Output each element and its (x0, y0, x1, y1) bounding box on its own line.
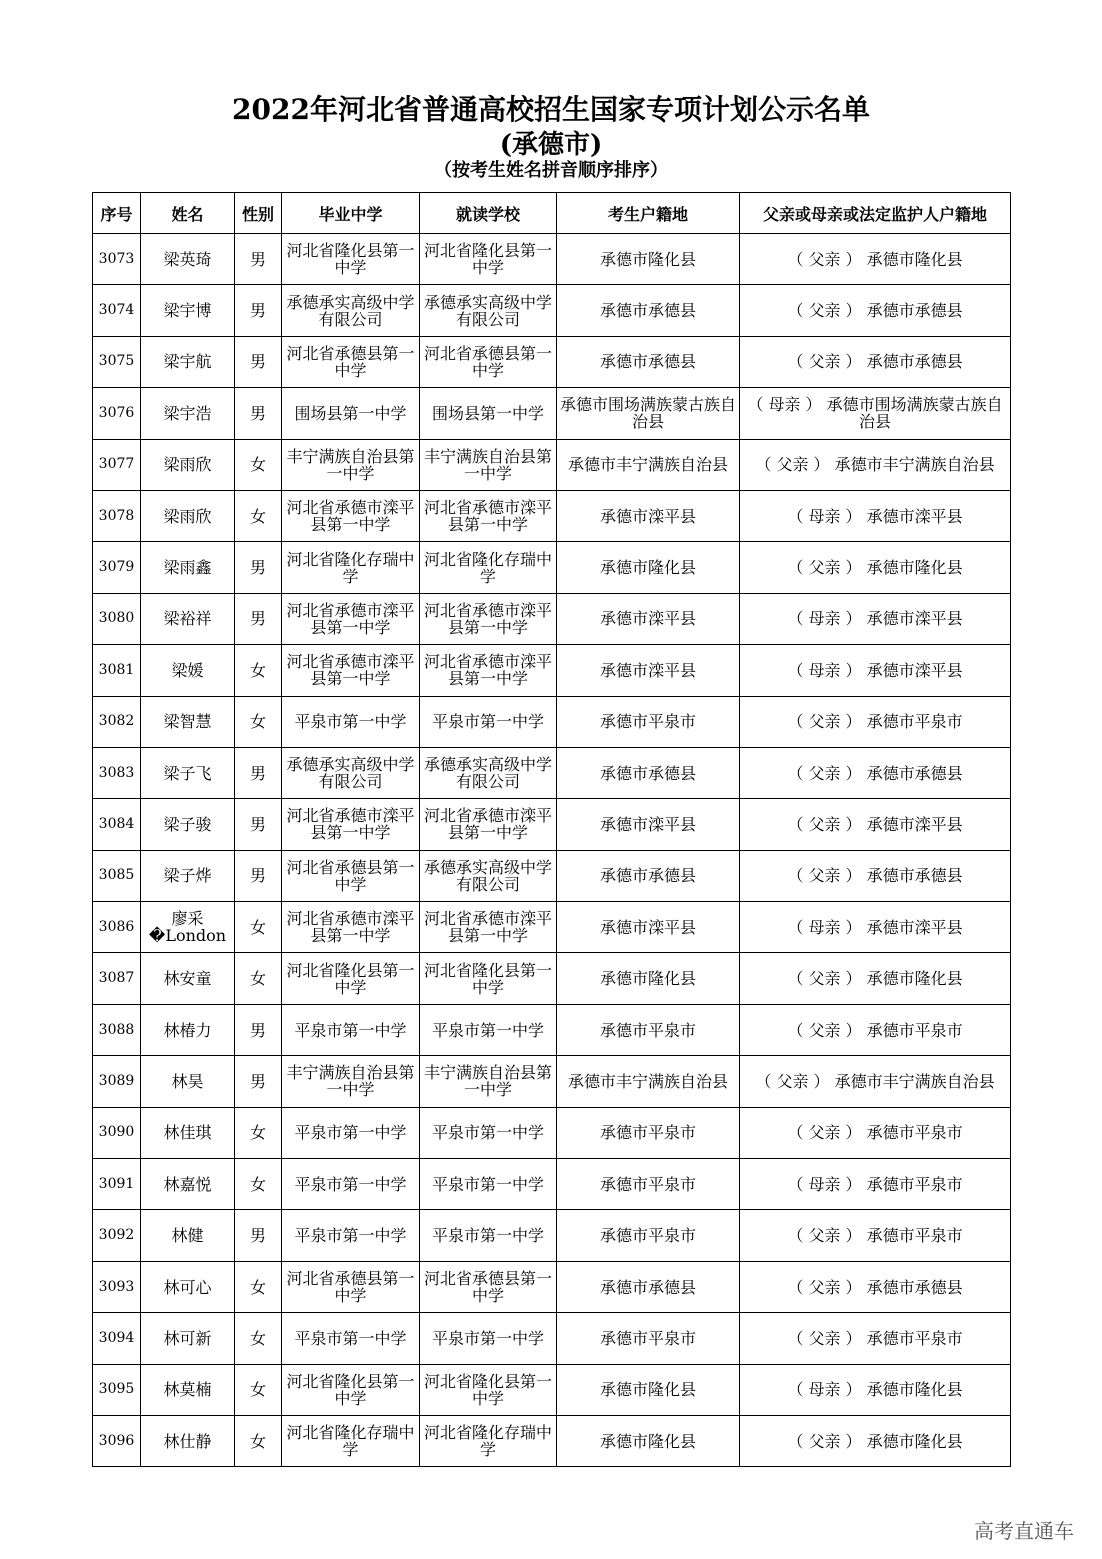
cell-guardian-residence: （ 父亲 ） 承德市平泉市 (740, 1107, 1011, 1158)
cell-name: 梁宇航 (141, 336, 235, 387)
cell-student-residence: 承德市平泉市 (557, 1004, 740, 1055)
cell-graduated-school: 平泉市第一中学 (282, 1004, 420, 1055)
cell-graduated-school: 河北省承德市滦平县第一中学 (282, 902, 420, 953)
cell-current-school: 河北省隆化存瑞中学 (420, 542, 557, 593)
cell-name: 林可新 (141, 1313, 235, 1364)
cell-gender: 男 (235, 799, 282, 850)
cell-index: 3076 (93, 388, 141, 439)
cell-index: 3093 (93, 1261, 141, 1312)
cell-name: 梁媛 (141, 645, 235, 696)
cell-current-school: 河北省承德市滦平县第一中学 (420, 799, 557, 850)
cell-index: 3074 (93, 285, 141, 336)
cell-student-residence: 承德市滦平县 (557, 593, 740, 644)
cell-current-school: 丰宁满族自治县第一中学 (420, 439, 557, 490)
table-row (93, 902, 1011, 953)
cell-gender: 男 (235, 1056, 282, 1107)
cell-index: 3083 (93, 747, 141, 798)
cell-student-residence: 承德市隆化县 (557, 542, 740, 593)
cell-student-residence: 承德市承德县 (557, 850, 740, 901)
table-row (93, 747, 1011, 798)
table-row (93, 439, 1011, 490)
cell-index: 3096 (93, 1415, 141, 1466)
cell-gender: 女 (235, 1313, 282, 1364)
cell-index: 3085 (93, 850, 141, 901)
cell-graduated-school: 承德承实高级中学有限公司 (282, 285, 420, 336)
cell-student-residence: 承德市隆化县 (557, 1364, 740, 1415)
cell-current-school: 河北省隆化县第一中学 (420, 953, 557, 1004)
cell-graduated-school: 平泉市第一中学 (282, 1159, 420, 1210)
cell-gender: 女 (235, 1364, 282, 1415)
cell-name: 林佳琪 (141, 1107, 235, 1158)
cell-gender: 男 (235, 336, 282, 387)
cell-current-school: 河北省隆化县第一中学 (420, 234, 557, 285)
table-row (93, 593, 1011, 644)
cell-guardian-residence: （ 父亲 ） 承德市隆化县 (740, 1415, 1011, 1466)
cell-name: 林椿力 (141, 1004, 235, 1055)
cell-guardian-residence: （ 父亲 ） 承德市丰宁满族自治县 (740, 1056, 1011, 1107)
cell-graduated-school: 河北省承德县第一中学 (282, 850, 420, 901)
header-cell-name: 姓名 (141, 193, 235, 234)
table-row (93, 1415, 1011, 1466)
cell-index: 3084 (93, 799, 141, 850)
cell-current-school: 河北省承德县第一中学 (420, 336, 557, 387)
cell-index: 3080 (93, 593, 141, 644)
cell-graduated-school: 河北省承德县第一中学 (282, 336, 420, 387)
cell-guardian-residence: （ 父亲 ） 承德市平泉市 (740, 1210, 1011, 1261)
header-cell-index: 序号 (93, 193, 141, 234)
cell-graduated-school: 河北省隆化县第一中学 (282, 1364, 420, 1415)
cell-current-school: 平泉市第一中学 (420, 1210, 557, 1261)
cell-gender: 男 (235, 285, 282, 336)
cell-name: 林仕静 (141, 1415, 235, 1466)
cell-index: 3079 (93, 542, 141, 593)
cell-graduated-school: 河北省隆化县第一中学 (282, 953, 420, 1004)
cell-guardian-residence: （ 父亲 ） 承德市承德县 (740, 1261, 1011, 1312)
cell-gender: 男 (235, 593, 282, 644)
cell-current-school: 平泉市第一中学 (420, 1159, 557, 1210)
cell-gender: 女 (235, 439, 282, 490)
cell-name: 梁宇浩 (141, 388, 235, 439)
table-row (93, 234, 1011, 285)
cell-index: 3095 (93, 1364, 141, 1415)
cell-index: 3089 (93, 1056, 141, 1107)
cell-guardian-residence: （ 母亲 ） 承德市隆化县 (740, 1364, 1011, 1415)
header-cell-student-residence: 考生户籍地 (557, 193, 740, 234)
cell-guardian-residence: （ 父亲 ） 承德市丰宁满族自治县 (740, 439, 1011, 490)
table-row (93, 696, 1011, 747)
cell-guardian-residence: （ 母亲 ） 承德市滦平县 (740, 490, 1011, 541)
cell-current-school: 平泉市第一中学 (420, 696, 557, 747)
cell-gender: 男 (235, 542, 282, 593)
cell-guardian-residence: （ 父亲 ） 承德市滦平县 (740, 799, 1011, 850)
cell-current-school: 河北省承德县第一中学 (420, 1261, 557, 1312)
cell-index: 3081 (93, 645, 141, 696)
cell-student-residence: 承德市平泉市 (557, 1107, 740, 1158)
cell-index: 3077 (93, 439, 141, 490)
cell-index: 3086 (93, 902, 141, 953)
cell-current-school: 丰宁满族自治县第一中学 (420, 1056, 557, 1107)
cell-gender: 男 (235, 747, 282, 798)
cell-index: 3087 (93, 953, 141, 1004)
cell-graduated-school: 河北省承德市滦平县第一中学 (282, 645, 420, 696)
table-row (93, 1364, 1011, 1415)
cell-student-residence: 承德市滦平县 (557, 799, 740, 850)
cell-index: 3088 (93, 1004, 141, 1055)
page-sort-note: （按考生姓名拼音顺序排序） (434, 160, 668, 181)
table-body (93, 234, 1011, 1467)
cell-current-school: 承德承实高级中学有限公司 (420, 850, 557, 901)
cell-name: 梁宇博 (141, 285, 235, 336)
cell-student-residence: 承德市平泉市 (557, 1313, 740, 1364)
cell-graduated-school: 平泉市第一中学 (282, 1107, 420, 1158)
cell-student-residence: 承德市平泉市 (557, 1159, 740, 1210)
cell-graduated-school: 河北省承德市滦平县第一中学 (282, 799, 420, 850)
cell-graduated-school: 平泉市第一中学 (282, 696, 420, 747)
table-row (93, 285, 1011, 336)
cell-graduated-school: 承德承实高级中学有限公司 (282, 747, 420, 798)
header-cell-gender: 性别 (235, 193, 282, 234)
cell-student-residence: 承德市滦平县 (557, 490, 740, 541)
cell-current-school: 河北省承德市滦平县第一中学 (420, 490, 557, 541)
cell-guardian-residence: （ 父亲 ） 承德市承德县 (740, 336, 1011, 387)
table-row (93, 1107, 1011, 1158)
cell-index: 3082 (93, 696, 141, 747)
watermark-text: 高考直通车 (974, 1519, 1074, 1543)
cell-student-residence: 承德市平泉市 (557, 1210, 740, 1261)
cell-gender: 女 (235, 1415, 282, 1466)
cell-graduated-school: 河北省承德县第一中学 (282, 1261, 420, 1312)
cell-index: 3078 (93, 490, 141, 541)
header-cell-current-school: 就读学校 (420, 193, 557, 234)
cell-graduated-school: 河北省隆化县第一中学 (282, 234, 420, 285)
table-row (93, 1313, 1011, 1364)
cell-current-school: 河北省隆化县第一中学 (420, 1364, 557, 1415)
table-row (93, 1210, 1011, 1261)
table-row (93, 1261, 1011, 1312)
table-row (93, 490, 1011, 541)
cell-name: 林莫楠 (141, 1364, 235, 1415)
cell-student-residence: 承德市承德县 (557, 336, 740, 387)
cell-student-residence: 承德市滦平县 (557, 645, 740, 696)
cell-name: 梁智慧 (141, 696, 235, 747)
header-cell-guardian-residence: 父亲或母亲或法定监护人户籍地 (740, 193, 1011, 234)
cell-graduated-school: 围场县第一中学 (282, 388, 420, 439)
roster-table (92, 192, 1011, 1467)
cell-guardian-residence: （ 母亲 ） 承德市滦平县 (740, 593, 1011, 644)
cell-graduated-school: 河北省承德市滦平县第一中学 (282, 490, 420, 541)
cell-student-residence: 承德市隆化县 (557, 234, 740, 285)
cell-gender: 男 (235, 1004, 282, 1055)
table-row (93, 1004, 1011, 1055)
cell-current-school: 围场县第一中学 (420, 388, 557, 439)
cell-current-school: 河北省承德市滦平县第一中学 (420, 593, 557, 644)
cell-graduated-school: 平泉市第一中学 (282, 1313, 420, 1364)
cell-guardian-residence: （ 母亲 ） 承德市滦平县 (740, 645, 1011, 696)
cell-name: 梁英琦 (141, 234, 235, 285)
cell-current-school: 河北省承德市滦平县第一中学 (420, 645, 557, 696)
cell-index: 3090 (93, 1107, 141, 1158)
cell-graduated-school: 河北省承德市滦平县第一中学 (282, 593, 420, 644)
cell-name: 林健 (141, 1210, 235, 1261)
table-header-row (93, 193, 1011, 234)
cell-index: 3094 (93, 1313, 141, 1364)
cell-index: 3075 (93, 336, 141, 387)
cell-name: 梁雨鑫 (141, 542, 235, 593)
cell-graduated-school: 河北省隆化存瑞中学 (282, 1415, 420, 1466)
cell-guardian-residence: （ 父亲 ） 承德市隆化县 (740, 234, 1011, 285)
table-row (93, 645, 1011, 696)
cell-name: 林嘉悦 (141, 1159, 235, 1210)
table-row (93, 799, 1011, 850)
cell-current-school: 承德承实高级中学有限公司 (420, 285, 557, 336)
table-row (93, 336, 1011, 387)
cell-student-residence: 承德市承德县 (557, 747, 740, 798)
cell-guardian-residence: （ 父亲 ） 承德市承德县 (740, 285, 1011, 336)
cell-guardian-residence: （ 父亲 ） 承德市平泉市 (740, 1313, 1011, 1364)
cell-guardian-residence: （ 父亲 ） 承德市承德县 (740, 850, 1011, 901)
cell-guardian-residence: （ 父亲 ） 承德市平泉市 (740, 696, 1011, 747)
cell-graduated-school: 平泉市第一中学 (282, 1210, 420, 1261)
cell-gender: 女 (235, 1159, 282, 1210)
cell-guardian-residence: （ 母亲 ） 承德市平泉市 (740, 1159, 1011, 1210)
cell-current-school: 平泉市第一中学 (420, 1107, 557, 1158)
cell-current-school: 平泉市第一中学 (420, 1004, 557, 1055)
cell-student-residence: 承德市平泉市 (557, 696, 740, 747)
cell-name: 梁子烨 (141, 850, 235, 901)
cell-gender: 男 (235, 234, 282, 285)
cell-student-residence: 承德市隆化县 (557, 1415, 740, 1466)
cell-gender: 女 (235, 645, 282, 696)
cell-graduated-school: 河北省隆化存瑞中学 (282, 542, 420, 593)
cell-index: 3091 (93, 1159, 141, 1210)
cell-gender: 女 (235, 902, 282, 953)
cell-student-residence: 承德市承德县 (557, 1261, 740, 1312)
cell-gender: 女 (235, 953, 282, 1004)
table-row (93, 388, 1011, 439)
cell-gender: 女 (235, 490, 282, 541)
cell-name: 梁雨欣 (141, 490, 235, 541)
cell-name: 梁子骏 (141, 799, 235, 850)
table-row (93, 850, 1011, 901)
cell-index: 3073 (93, 234, 141, 285)
cell-name: 林安童 (141, 953, 235, 1004)
cell-gender: 女 (235, 696, 282, 747)
cell-gender: 男 (235, 1210, 282, 1261)
cell-student-residence: 承德市隆化县 (557, 953, 740, 1004)
cell-guardian-residence: （ 母亲 ） 承德市滦平县 (740, 902, 1011, 953)
cell-student-residence: 承德市丰宁满族自治县 (557, 1056, 740, 1107)
cell-student-residence: 承德市丰宁满族自治县 (557, 439, 740, 490)
cell-student-residence: 承德市滦平县 (557, 902, 740, 953)
cell-gender: 男 (235, 388, 282, 439)
cell-guardian-residence: （ 母亲 ） 承德市围场满族蒙古族自治县 (740, 388, 1011, 439)
cell-name: 梁雨欣 (141, 439, 235, 490)
cell-name: 廖采�London (141, 902, 235, 953)
cell-guardian-residence: （ 父亲 ） 承德市平泉市 (740, 1004, 1011, 1055)
cell-student-residence: 承德市承德县 (557, 285, 740, 336)
cell-name: 林昊 (141, 1056, 235, 1107)
cell-guardian-residence: （ 父亲 ） 承德市承德县 (740, 747, 1011, 798)
page-subtitle-city: (承德市) (499, 130, 603, 160)
page-title: 2022年河北省普通高校招生国家专项计划公示名单 (232, 93, 870, 126)
cell-name: 梁子飞 (141, 747, 235, 798)
table-row (93, 1056, 1011, 1107)
header-cell-graduated-school: 毕业中学 (282, 193, 420, 234)
table-row (93, 542, 1011, 593)
cell-current-school: 河北省隆化存瑞中学 (420, 1415, 557, 1466)
table-row (93, 953, 1011, 1004)
cell-gender: 女 (235, 1261, 282, 1312)
cell-guardian-residence: （ 父亲 ） 承德市隆化县 (740, 542, 1011, 593)
table-row (93, 1159, 1011, 1210)
cell-current-school: 河北省承德市滦平县第一中学 (420, 902, 557, 953)
cell-graduated-school: 丰宁满族自治县第一中学 (282, 439, 420, 490)
cell-guardian-residence: （ 父亲 ） 承德市隆化县 (740, 953, 1011, 1004)
cell-current-school: 平泉市第一中学 (420, 1313, 557, 1364)
cell-name: 梁裕祥 (141, 593, 235, 644)
cell-graduated-school: 丰宁满族自治县第一中学 (282, 1056, 420, 1107)
cell-gender: 女 (235, 1107, 282, 1158)
cell-gender: 男 (235, 850, 282, 901)
cell-student-residence: 承德市围场满族蒙古族自治县 (557, 388, 740, 439)
cell-name: 林可心 (141, 1261, 235, 1312)
cell-current-school: 承德承实高级中学有限公司 (420, 747, 557, 798)
cell-index: 3092 (93, 1210, 141, 1261)
